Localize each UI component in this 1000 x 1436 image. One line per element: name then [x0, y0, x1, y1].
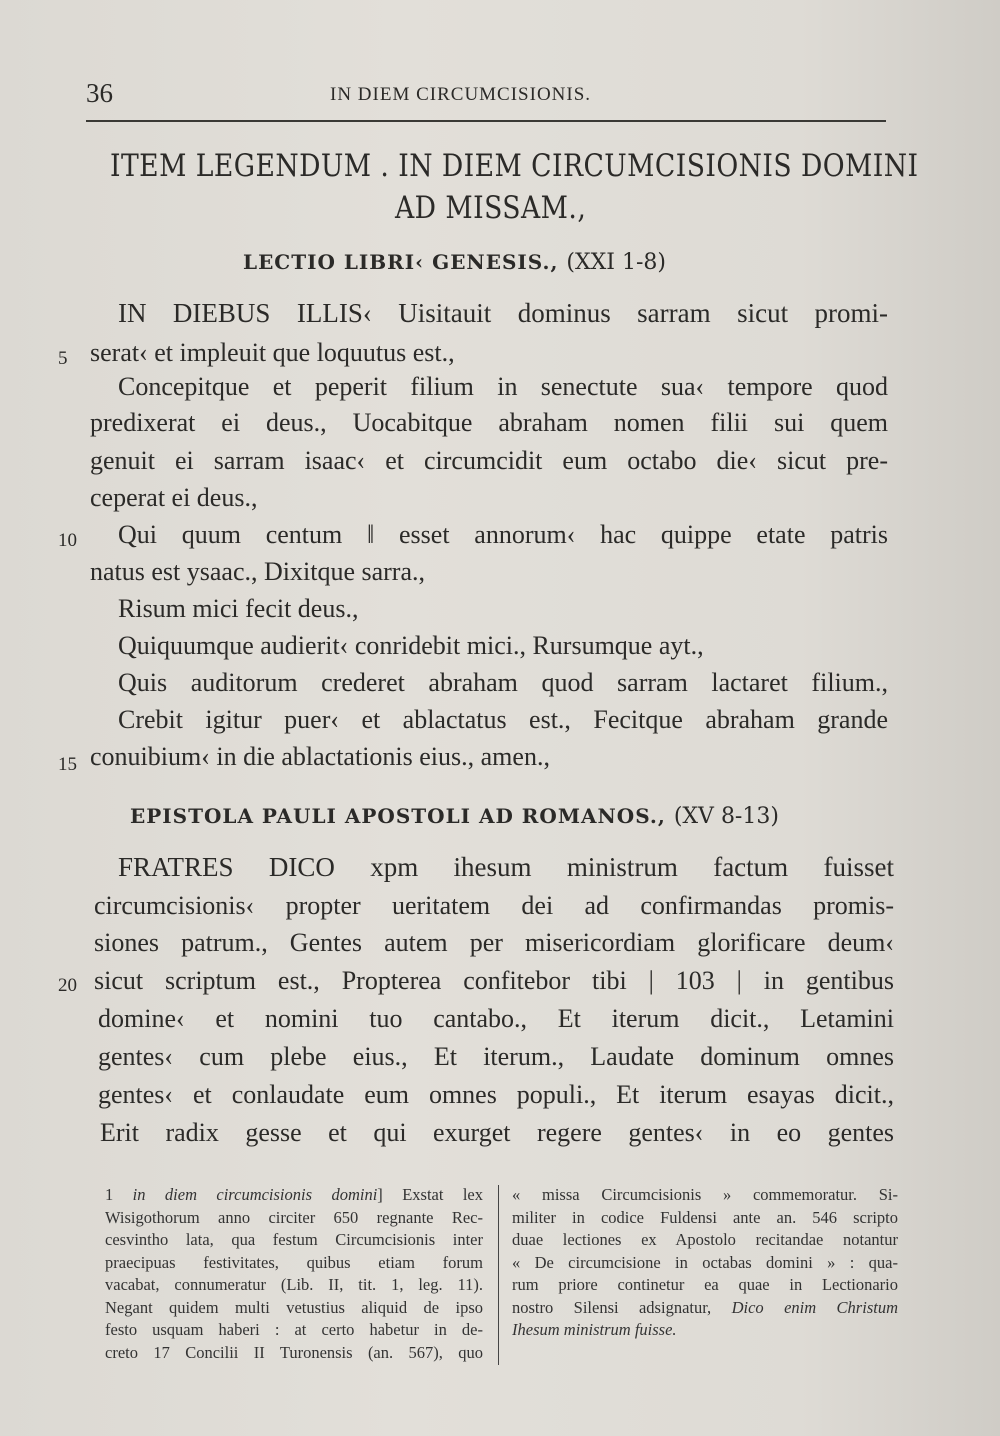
running-title: IN DIEM CIRCUMCISIONIS.: [330, 84, 592, 105]
footnote-line: Wisigothorum anno circiter 650 regnante Rec-: [105, 1207, 483, 1227]
text-line: FRATRES DICO xpm ihesum ministrum factum fuisset: [118, 852, 894, 882]
footnote-line: festo usquam haberi : at certo habetur in de-: [105, 1320, 483, 1339]
text-line: gentes‹ et conlaudate eum omnes populi., Et iterum esayas dicit.,: [98, 1080, 894, 1109]
footnote-line: cesvintho lata, qua festum Circumcisionis inter: [105, 1230, 483, 1249]
text-line: genuit ei sarram isaac‹ et circumcidit eum octabo die‹ sicut pre-: [90, 446, 888, 475]
section-title-line2: AD MISSAM.,: [395, 190, 587, 226]
text-line: IN DIEBUS ILLIS‹ Uisitauit dominus sarram sicut promi-: [118, 298, 888, 328]
text-line: Concepitque et peperit filium in senectute sua‹ tempore quod: [118, 372, 888, 401]
footnote-line: duae lectiones ex Apostolo recitandae notantur: [512, 1230, 898, 1249]
text-line: siones patrum., Gentes autem per misericordiam glorificare deum‹: [94, 928, 894, 957]
footnote-line: Negant quidem multi vetustius aliquid de ipso: [105, 1297, 483, 1317]
footnote-italic-quote: Ihesum ministrum fuisse.: [512, 1320, 677, 1339]
line-number: 5: [58, 348, 68, 369]
footnote-line: 1 in diem circumcisionis domini] Exstat lex: [105, 1185, 483, 1204]
footnote-left: [105, 1184, 483, 1364]
text-line: circumcisionis‹ propter ueritatem dei ad confirmandas promis-: [94, 891, 894, 920]
footnote-italic-quote: Dico enim Christum: [731, 1297, 898, 1317]
footnote-lemma: in diem circumcisionis domini: [132, 1185, 378, 1204]
text-line: conuibium‹ in die ablactationis eius., amen.,: [90, 742, 550, 771]
epistle-reference: (XV 8-13): [673, 804, 779, 829]
footnote-line: vacabat, connumeratur (Lib. II, tit. 1, leg. 11).: [105, 1275, 483, 1294]
footnote-line: « De circumcisione in octabas domini » : qua-: [512, 1252, 898, 1272]
text-line: Erit radix gesse et qui exurget regere gentes‹ in eo gentes: [100, 1118, 894, 1147]
reading-heading: [243, 250, 666, 275]
footnote-line: militer in codice Fuldensi ante an. 546 scripto: [512, 1207, 898, 1227]
footnote-line: creto 17 Concilii II Turonensis (an. 567), quo: [105, 1342, 483, 1362]
text-line: Risum mici fecit deus.,: [118, 594, 359, 623]
footnote-right: [512, 1184, 898, 1342]
epistle-heading-text: EPISTOLA PAULI APOSTOLI AD ROMANOS.,: [130, 804, 666, 828]
footnote-text: nostro Silensi adsignatur,: [512, 1297, 712, 1317]
text-line: ceperat ei deus.,: [90, 483, 258, 512]
reading-reference: (XXI 1-8): [566, 250, 666, 275]
line-number: 15: [58, 754, 77, 775]
line-number: 20: [58, 975, 77, 996]
text-line: predixerat ei deus., Uocabitque abraham nomen filii sui quem: [90, 408, 888, 437]
footnote-line: rum priore continetur ea quae in Lectionario: [512, 1275, 898, 1294]
text-line: Qui quum centum ‖ esset annorum‹ hac quippe etate patris: [118, 520, 888, 549]
text-line: gentes‹ cum plebe eius., Et iterum., Laudate dominum omnes: [98, 1042, 894, 1071]
footnote-line: praecipuas festivitates, quibus etiam forum: [105, 1252, 483, 1272]
text-line: sicut scriptum est., Propterea confitebor tibi | 103 | in gentibus: [94, 966, 894, 995]
epistle-heading: [130, 804, 779, 829]
footnote-ref-number: 1: [105, 1185, 114, 1204]
header-rule: [86, 120, 886, 122]
text-line: serat‹ et impleuit que loquutus est.,: [90, 338, 455, 367]
line-number: 10: [58, 530, 77, 551]
footnote-line: [512, 1319, 898, 1342]
footnote-divider: [498, 1185, 499, 1365]
reading-heading-text: LECTIO LIBRI‹ GENESIS.,: [243, 250, 559, 274]
footnote-text: Exstat lex: [402, 1185, 483, 1204]
text-line: domine‹ et nomini tuo cantabo., Et iterum dicit., Letamini: [98, 1004, 894, 1033]
section-title-line1: ITEM LEGENDUM . IN DIEM CIRCUMCISIONIS DOMINI: [110, 148, 919, 184]
footnote-line: « missa Circumcisionis » commemoratur. Si-: [512, 1185, 898, 1204]
footnote-line: [512, 1297, 898, 1320]
text-line: Quis auditorum crederet abraham quod sarram lactaret filium.,: [118, 668, 888, 697]
text-line: Crebit igitur puer‹ et ablactatus est., Fecitque abraham grande: [118, 705, 888, 734]
text-line: natus est ysaac., Dixitque sarra.,: [90, 557, 426, 586]
page-number: 36: [86, 78, 113, 108]
text-line: Quiquumque audierit‹ conridebit mici., Rursumque ayt.,: [118, 631, 704, 660]
